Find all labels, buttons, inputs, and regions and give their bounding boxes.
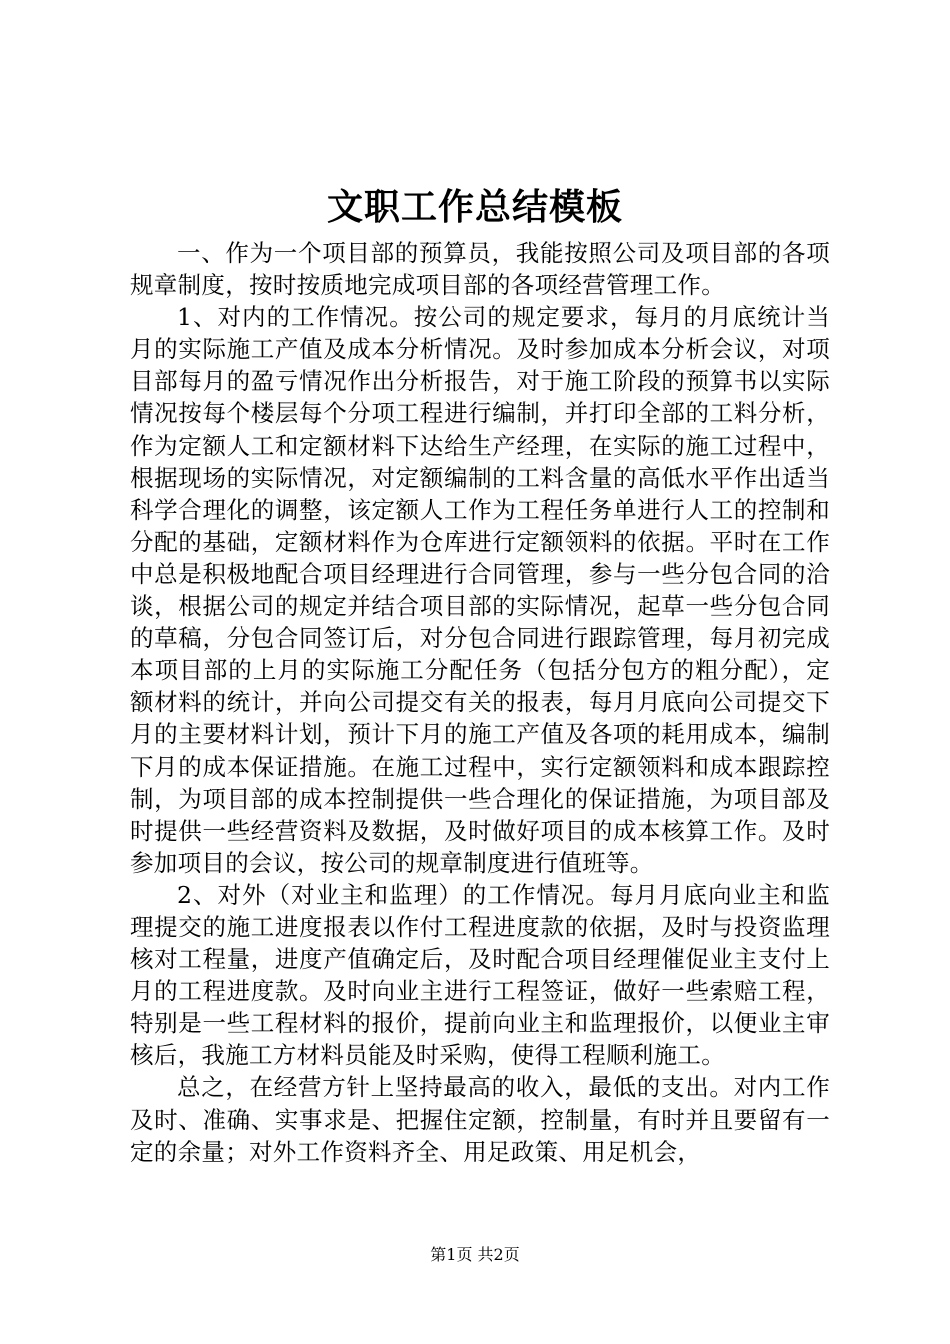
paragraph-intro: 一、作为一个项目部的预算员，我能按照公司及项目部的各项规章制度，按时按质地完成项目部的各项经营管理工作。 xyxy=(130,239,830,300)
paragraph-summary: 总之，在经营方针上坚持最高的收入，最低的支出。对内工作及时、准确、实事求是、把握住定额，控制量，有时并且要留有一定的余量；对外工作资料齐全、用足政策、用足机会， xyxy=(130,1073,830,1166)
paragraph-internal-work: 1、对内的工作情况。按公司的规定要求，每月的月底统计当月的实际施工产值及成本分析情况。及时参加成本分析会议，对项目部每月的盈亏情况作出分析报告，对于施工阶段的预算书以实际情况按每个楼层每个分项工程进行编制，并打印全部的工料分析，作为定额人工和定额材料下达给生产经理，在实际的施工过程中，根据现场的实际情况，对定额编制的工料含量的高低水平作出适当科学合理化的调整，该定额人工作为工程任务单进行人工的控制和分配的基础，定额材料作为仓库进行定额领料的依据。平时在工作中总是积极地配合项目经理进行合同管理，参与一些分包合同的洽谈，根据公司的规定并结合项目部的实际情况，起草一些分包合同的草稿，分包合同签订后，对分包合同进行跟踪管理，每月初完成本项目部的上月的实际施工分配任务（包括分包方的粗分配），定额材料的统计，并向公司提交有关的报表，每月月底向公司提交下月的主要材料计划，预计下月的施工产值及各项的耗用成本，编制下月的成本保证措施。在施工过程中，实行定额领料和成本跟踪控制，为项目部的成本控制提供一些合理化的保证措施，为项目部及时提供一些经营资料及数据，及时做好项目的成本核算工作。及时参加项目的会议，按公司的规章制度进行值班等。 xyxy=(130,303,830,877)
paragraph-external-work: 2、对外（对业主和监理）的工作情况。每月月底向业主和监理提交的施工进度报表以作付工程进度款的依据，及时与投资监理核对工程量，进度产值确定后，及时配合项目经理催促业主支付上月的工程进度款。及时向业主进行工程签证，做好一些索赔工程，特别是一些工程材料的报价，提前向业主和监理报价，以便业主审核后，我施工方材料员能及时采购，使得工程顺利施工。 xyxy=(130,880,830,1070)
document-title: 文职工作总结模板 xyxy=(326,186,623,228)
page-number-footer: 第1页 共2页 xyxy=(430,1245,520,1264)
document-body xyxy=(130,237,830,1168)
